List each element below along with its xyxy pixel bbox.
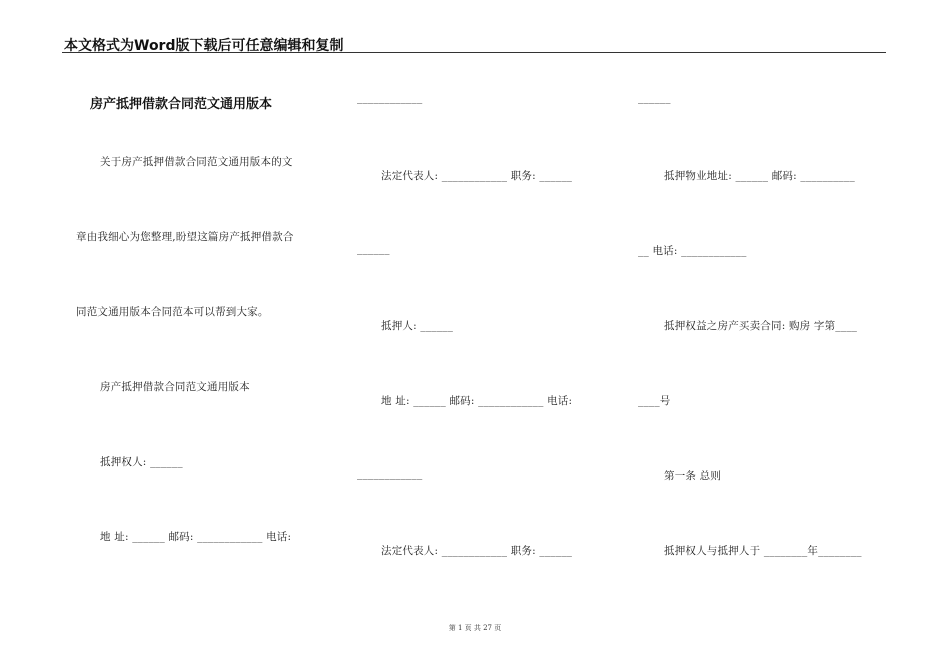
text-line: ______ <box>357 243 390 255</box>
text-line: 抵押权人与抵押人于 ________年________ <box>664 545 862 557</box>
page-number: 第 1 页 共 27 页 <box>448 624 502 632</box>
text-line: ____号 <box>638 395 671 407</box>
text-column-1 <box>62 0 324 672</box>
text-line: 地 址: ______ 邮码: ____________ 电话: <box>100 531 292 543</box>
text-line: 第一条 总则 <box>664 470 722 482</box>
text-line: ______ <box>638 92 671 104</box>
document-title: 房产抵押借款合同范文通用版本 <box>90 97 273 112</box>
text-line: 房产抵押借款合同范文通用版本 <box>100 381 250 393</box>
text-line: 抵押人: ______ <box>381 320 454 332</box>
text-column-2 <box>357 0 612 672</box>
document-header-title: 本文格式为Word版下载后可任意编辑和复制 <box>64 38 344 54</box>
text-line: 抵押物业地址: ______ 邮码: __________ <box>664 170 855 182</box>
text-line: 同范文通用版本合同范本可以帮到大家。 <box>76 306 269 318</box>
text-line: ____________ <box>357 92 423 104</box>
text-line: 法定代表人: ____________ 职务: ______ <box>381 170 573 182</box>
text-line: 抵押权益之房产买卖合同: 购房 字第____ <box>664 320 858 332</box>
text-line: 章由我细心为您整理,盼望这篇房产抵押借款合 <box>76 231 294 243</box>
text-line: 关于房产抵押借款合同范文通用版本的文 <box>100 156 293 168</box>
text-column-3 <box>638 0 888 672</box>
text-line: __ 电话: ____________ <box>638 245 747 257</box>
text-line: 地 址: ______ 邮码: ____________ 电话: <box>381 395 573 407</box>
text-line: 法定代表人: ____________ 职务: ______ <box>381 545 573 557</box>
text-line: 抵押权人: ______ <box>100 456 183 468</box>
text-line: ____________ <box>357 468 423 480</box>
